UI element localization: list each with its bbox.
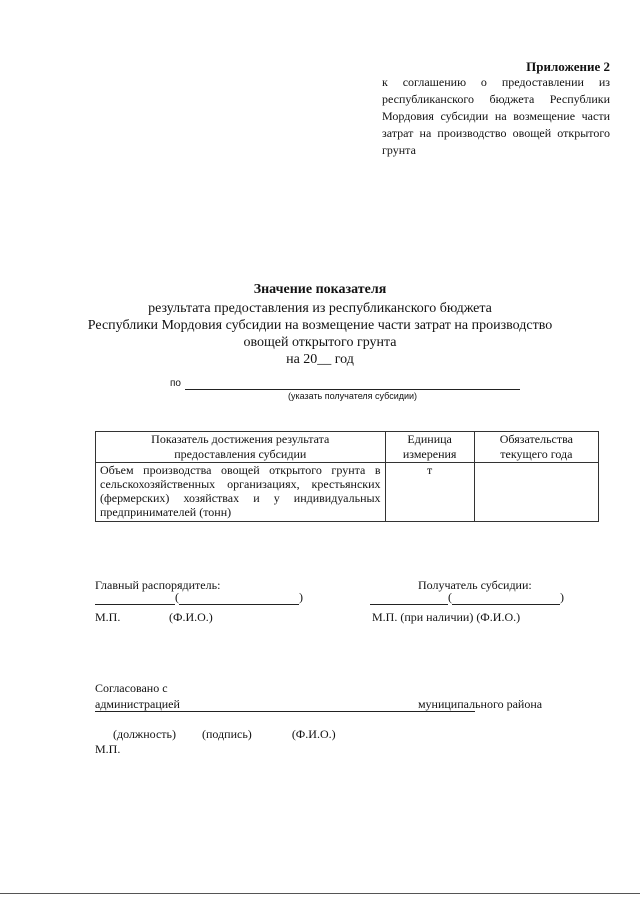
indicator-table [95,431,599,522]
recipient-blank-line [185,389,520,390]
administration-suffix: муниципального района [417,697,543,711]
table-row [96,463,599,522]
agreement-stamp: М.П. [95,742,121,756]
close-paren: ) [560,590,564,604]
chief-manager-label: Главный распорядитель: [95,578,221,592]
signature-label: (подпись) [201,727,252,741]
open-paren: ( [175,590,179,604]
page-bottom-rule [0,893,640,894]
table-header-indicator: Показатель достижения результата предоставления субсидии [96,432,386,463]
administration-row [95,697,542,712]
table-cell-obligations [474,463,598,522]
chief-manager-signature-line [95,590,303,605]
close-paren: ) [299,590,303,604]
document-heading [0,281,640,368]
administration-prefix: администрацией [95,697,180,711]
signature-blank-line [95,711,475,712]
table-header-row [96,432,599,463]
recipient-hint: (указать получателя субсидии) [287,391,418,401]
recipient-prefix: по [170,378,181,389]
recipient-signature-line [370,590,564,605]
table-cell-unit: т [385,463,474,522]
position-label: (должность) [113,727,176,741]
chief-manager-stamp: М.П. [95,610,121,624]
annex-body: к соглашению о предоставлении из республиканского бюджета Республики Мордовия субсидии на возмещение части затрат на производство овощей открытого грунта [382,75,610,157]
heading-title: Значение показателя [253,282,387,297]
signature-labels [113,727,336,742]
open-paren: ( [448,590,452,604]
fio-label: (Ф.И.О.) [291,727,336,741]
table-header-obligations: Обязательства текущего года [474,432,598,463]
recipient-stamp-fio: М.П. (при наличии) (Ф.И.О.) [372,610,521,624]
agreed-with-label: Согласовано с [95,681,168,695]
recipient-signature-label: Получатель субсидии: [418,578,532,592]
table-header-unit: Единица измерения [385,432,474,463]
table-cell-indicator: Объем производства овощей открытого грунта в сельскохозяйственных организациях, крестьянских (фермерских) хозяйствах и у индивидуальных предпринимателей (тонн) [96,463,386,522]
annex-title: Приложение 2 [526,59,610,74]
chief-manager-fio: (Ф.И.О.) [169,610,213,624]
heading-subtitle: результата предоставления из республиканского бюджета Республики Мордовия субсидии на возмещение части затрат на производство овощей открытого грунта на 20__ год [87,301,553,367]
